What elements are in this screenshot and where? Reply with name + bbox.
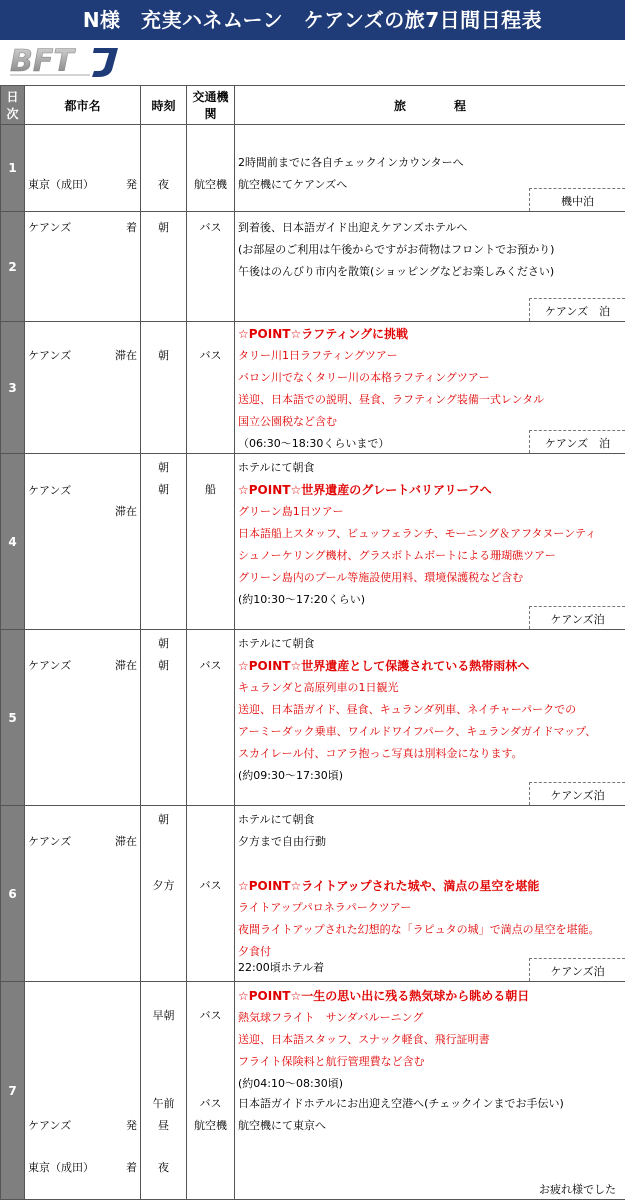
city-entry <box>25 1115 140 1137</box>
transport-entry: 航空機 <box>187 1115 234 1137</box>
itinerary-line: シュノーケリング機材、グラスボトムボートによる珊瑚礁ツアー <box>235 545 625 567</box>
itinerary-line: グリーン島1日ツアー <box>235 501 625 523</box>
itinerary-line: ☆POINT☆ライトアップされた城や、満点の星空を堪能 <box>235 875 625 897</box>
itinerary-line: (約10:30～17:20くらい) <box>235 589 625 611</box>
itinerary-line: 22:00頃ホテル着 <box>235 957 625 979</box>
city-status: 着 <box>126 1157 137 1179</box>
itinerary-line: 日本語ガイドホテルにお出迎え空港へ(チェックインまでお手伝い) <box>235 1093 625 1115</box>
city-status: 発 <box>126 174 137 196</box>
itinerary-line: 2時間前までに各自チェックインカウンターへ <box>235 152 625 174</box>
transport-cell <box>187 982 235 1200</box>
overnight-stay: ケアンズ 泊 <box>529 298 625 321</box>
time-cell <box>141 630 187 806</box>
transport-entry: 船 <box>187 479 234 501</box>
time-entry: 昼 <box>141 1115 186 1137</box>
city-entry <box>25 501 140 523</box>
header-itinerary: 旅 程 <box>235 86 625 125</box>
city-status: 発 <box>126 1115 137 1137</box>
header-day: 日次 <box>1 86 25 125</box>
time-entry: 早朝 <box>141 1005 186 1027</box>
day-number: 3 <box>1 322 25 454</box>
day-row <box>1 630 625 806</box>
itinerary-cell <box>235 125 625 212</box>
day-number: 1 <box>1 125 25 212</box>
itinerary-cell <box>235 982 625 1200</box>
city-entry <box>25 174 140 196</box>
header-transport: 交通機関 <box>187 86 235 125</box>
day-row <box>1 806 625 982</box>
itinerary-line: ☆POINT☆一生の思い出に残る熱気球から眺める朝日 <box>235 985 625 1007</box>
itinerary-line: 送迎、日本語ガイド、昼食、キュランダ列車、ネイチャーパークでの <box>235 699 625 721</box>
city-name: ケアンズ <box>28 345 71 367</box>
day-row <box>1 212 625 322</box>
time-cell <box>141 454 187 630</box>
overnight-stay: ケアンズ 泊 <box>529 430 625 453</box>
day-row <box>1 454 625 630</box>
itinerary-line: タリー川1日ラフティングツアー <box>235 345 625 367</box>
time-cell <box>141 212 187 322</box>
city-status: 滞在 <box>115 345 137 367</box>
time-entry: 夕方 <box>141 875 186 897</box>
city-entry <box>25 1157 140 1179</box>
transport-entry: 航空機 <box>187 174 234 196</box>
itinerary-line: ☆POINT☆世界遺産のグレートバリアリーフへ <box>235 479 625 501</box>
itinerary-line: グリーン島内のプール等施設使用料、環境保護税など含む <box>235 567 625 589</box>
overnight-stay: ケアンズ泊 <box>529 782 625 805</box>
time-entry: 朝 <box>141 633 186 655</box>
time-entry: 朝 <box>141 655 186 677</box>
itinerary-line: 国立公園税など含む <box>235 411 625 433</box>
itinerary-line: (約09:30～17:30頃) <box>235 765 625 787</box>
time-cell <box>141 125 187 212</box>
transport-cell <box>187 806 235 982</box>
company-logo <box>8 44 133 80</box>
itinerary-line: 送迎、日本語での説明、昼食、ラフティング装備一式レンタル <box>235 389 625 411</box>
itinerary-table <box>0 85 625 1200</box>
transport-entry: バス <box>187 217 234 239</box>
time-entry: 朝 <box>141 809 186 831</box>
transport-entry: バス <box>187 875 234 897</box>
city-cell <box>25 125 141 212</box>
time-entry: 朝 <box>141 479 186 501</box>
city-entry <box>25 345 140 367</box>
city-entry <box>25 831 140 853</box>
itinerary-line: (お部屋のご利用は午後からですがお荷物はフロントでお預かり) <box>235 239 625 261</box>
itinerary-cell <box>235 806 625 982</box>
transport-cell <box>187 212 235 322</box>
table-header-row <box>1 86 625 125</box>
city-name: ケアンズ <box>28 480 71 502</box>
transport-entry: バス <box>187 655 234 677</box>
transport-entry: バス <box>187 1093 234 1115</box>
day-row <box>1 982 625 1200</box>
transport-cell <box>187 125 235 212</box>
city-name: ケアンズ <box>28 217 71 239</box>
itinerary-cell <box>235 212 625 322</box>
city-cell <box>25 982 141 1200</box>
day-number: 7 <box>1 982 25 1200</box>
itinerary-line: 航空機にて東京へ <box>235 1115 625 1137</box>
time-cell <box>141 322 187 454</box>
itinerary-line: 航空機にてケアンズへ <box>235 174 625 196</box>
city-name: ケアンズ <box>28 831 71 853</box>
itinerary-line: ☆POINT☆ラフティングに挑戦 <box>235 323 625 345</box>
transport-entry: バス <box>187 345 234 367</box>
itinerary-line: 熱気球フライト サンダバルーニング <box>235 1007 625 1029</box>
time-entry: 午前 <box>141 1093 186 1115</box>
svg-text:BFT: BFT <box>10 44 76 79</box>
time-entry: 夜 <box>141 174 186 196</box>
itinerary-line: (約04:10～08:30頃) <box>235 1073 625 1095</box>
city-entry <box>25 217 140 239</box>
day-row <box>1 125 625 212</box>
itinerary-cell <box>235 322 625 454</box>
day-number: 2 <box>1 212 25 322</box>
time-entry: 朝 <box>141 457 186 479</box>
itinerary-line: ☆POINT☆世界遺産として保護されている熱帯雨林へ <box>235 655 625 677</box>
itinerary-line: 到着後、日本語ガイド出迎えケアンズホテルへ <box>235 217 625 239</box>
city-cell <box>25 630 141 806</box>
itinerary-line: ホテルにて朝食 <box>235 457 625 479</box>
day-number: 4 <box>1 454 25 630</box>
city-cell <box>25 454 141 630</box>
city-status: 滞在 <box>115 655 137 677</box>
itinerary-line: ライトアップパロネラパークツアー <box>235 897 625 919</box>
time-entry: 朝 <box>141 345 186 367</box>
itinerary-line: 夕食付 <box>235 941 625 963</box>
city-entry <box>25 480 140 502</box>
transport-cell <box>187 322 235 454</box>
city-cell <box>25 806 141 982</box>
overnight-stay: ケアンズ泊 <box>529 606 625 629</box>
itinerary-line: アーミーダック乗車、ワイルドワイフパーク、キュランダガイドマップ、 <box>235 721 625 743</box>
day-row <box>1 322 625 454</box>
header-city: 都市名 <box>25 86 141 125</box>
transport-entry: バス <box>187 1005 234 1027</box>
header-time: 時刻 <box>141 86 187 125</box>
itinerary-line: 夕方まで自由行動 <box>235 831 625 853</box>
itinerary-line: 午後はのんびり市内を散策(ショッピングなどお楽しみください) <box>235 261 625 283</box>
day-number: 5 <box>1 630 25 806</box>
time-entry: 夜 <box>141 1157 186 1179</box>
itinerary-line: 夜間ライトアップされた幻想的な「ラピュタの城」で満点の星空を堪能。 <box>235 919 625 941</box>
city-cell <box>25 212 141 322</box>
logo-row <box>0 40 625 86</box>
itinerary-line: スカイレール付、コアラ抱っこ写真は別料金になります。 <box>235 743 625 765</box>
city-name: 東京（成田） <box>28 1157 94 1179</box>
city-entry <box>25 655 140 677</box>
page-title: N様 充実ハネムーン ケアンズの旅7日間日程表 <box>0 0 625 40</box>
itinerary-line: ホテルにて朝食 <box>235 633 625 655</box>
itinerary-line: （06:30～18:30くらいまで） <box>235 433 625 455</box>
itinerary-line: ホテルにて朝食 <box>235 809 625 831</box>
itinerary-cell <box>235 454 625 630</box>
day-number: 6 <box>1 806 25 982</box>
itinerary-line: 送迎、日本語スタッフ、スナック軽食、飛行証明書 <box>235 1029 625 1051</box>
city-name: 東京（成田） <box>28 174 94 196</box>
city-cell <box>25 322 141 454</box>
transport-cell <box>187 630 235 806</box>
time-entry: 朝 <box>141 217 186 239</box>
itinerary-line: 日本語船上スタッフ、ビュッフェランチ、モーニング＆アフタヌーンティ <box>235 523 625 545</box>
overnight-stay: 機中泊 <box>529 188 625 211</box>
itinerary-line: フライト保険料と航行管理費など含む <box>235 1051 625 1073</box>
time-cell <box>141 806 187 982</box>
itinerary-line: キュランダと高原列車の1日観光 <box>235 677 625 699</box>
city-status: 滞在 <box>115 501 137 523</box>
city-name: ケアンズ <box>28 655 71 677</box>
city-status: 着 <box>126 217 137 239</box>
city-status: 滞在 <box>115 831 137 853</box>
itinerary-line: バロン川でなくタリー川の本格ラフティングツアー <box>235 367 625 389</box>
itinerary-cell <box>235 630 625 806</box>
overnight-stay: ケアンズ泊 <box>529 958 625 981</box>
overnight-stay: お疲れ様でした <box>530 1177 625 1199</box>
time-cell <box>141 982 187 1200</box>
transport-cell <box>187 454 235 630</box>
city-name: ケアンズ <box>28 1115 71 1137</box>
